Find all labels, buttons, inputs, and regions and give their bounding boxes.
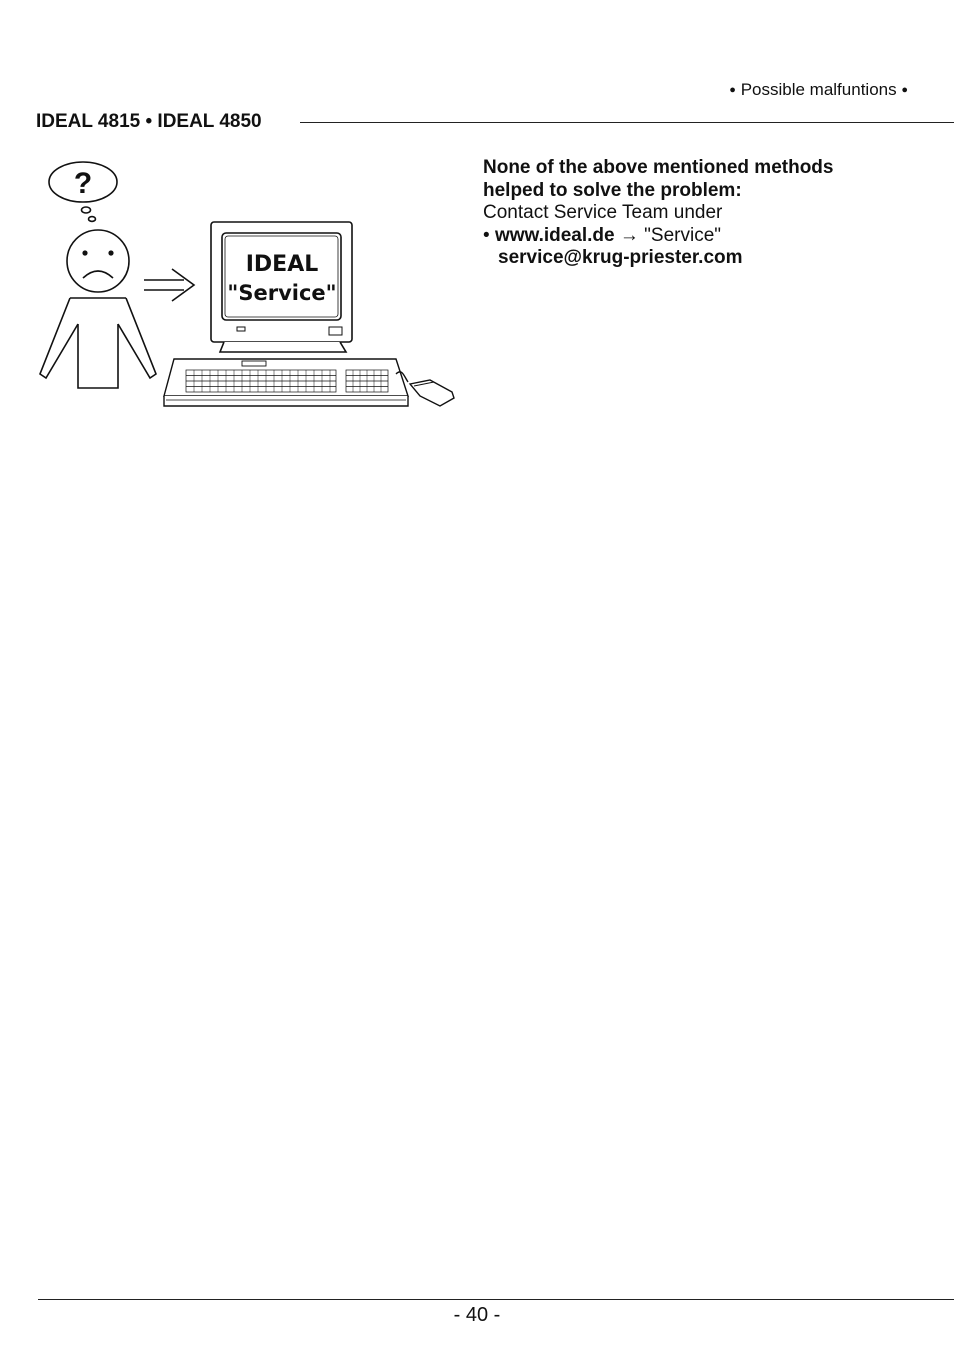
document-title: IDEAL 4815 • IDEAL 4850 xyxy=(36,111,262,132)
list-bullet: • xyxy=(483,224,490,246)
page-number: - 40 - xyxy=(453,1304,501,1326)
section-label-text: Possible malfuntions xyxy=(740,80,897,99)
footer-divider xyxy=(38,1299,954,1300)
email-link[interactable]: service@krug-priester.com xyxy=(498,247,743,268)
contact-intro: Contact Service Team under xyxy=(483,202,723,223)
screen-line-2: "Service" xyxy=(227,281,337,305)
section-label xyxy=(729,80,908,100)
heading-line-2: helped to solve the problem: xyxy=(483,179,742,201)
screen-line-1: IDEAL xyxy=(245,252,319,277)
bullet-left: ● xyxy=(729,84,736,96)
service-illustration xyxy=(34,156,460,416)
computer-monitor-icon xyxy=(211,222,352,352)
keyboard-icon xyxy=(164,359,408,406)
arrow-right-icon xyxy=(144,269,194,301)
heading-line-1: None of the above mentioned methods xyxy=(483,157,834,178)
header-divider xyxy=(300,122,954,123)
website-section: "Service" xyxy=(644,224,722,246)
website-line xyxy=(483,225,923,248)
website-link[interactable]: www.ideal.de xyxy=(494,224,615,246)
service-contact-info xyxy=(483,157,923,270)
bullet-right: ● xyxy=(901,84,908,96)
confused-person-icon xyxy=(40,162,156,388)
arrow-icon: → xyxy=(619,224,639,246)
question-mark: ? xyxy=(73,167,93,200)
